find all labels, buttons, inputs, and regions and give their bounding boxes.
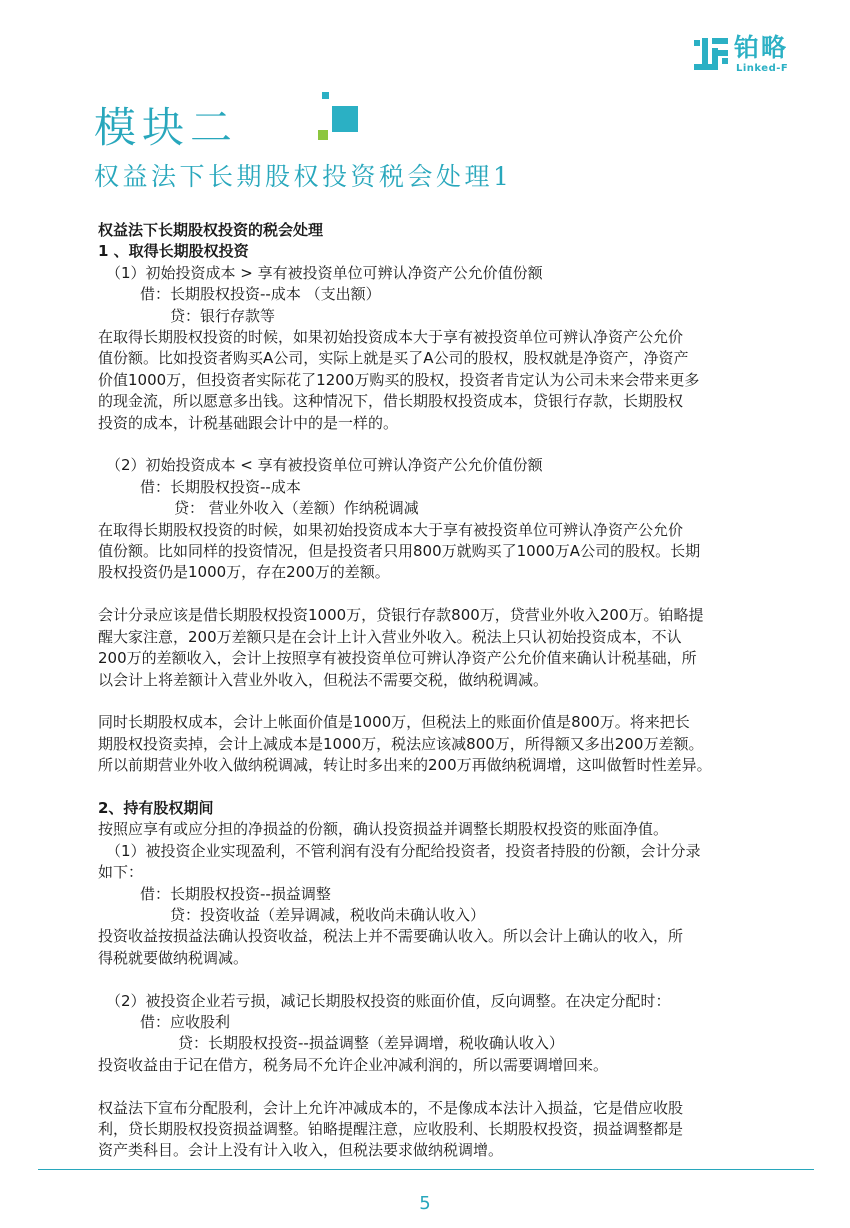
case-4-credit: 贷：长期股权投资--损益调整（差异调增，税收确认收入） <box>178 1034 564 1053</box>
section-2-intro: 按照应享有或应分担的净损益的份额，确认投资损益并调整长期股权投资的账面净值。 <box>98 820 669 839</box>
case-1-line-2: 值份额。比如投资者购买A公司，实际上就是买了A公司的股权，股权就是净资产，净资产 <box>98 349 689 368</box>
deco-square-green <box>318 130 328 140</box>
case-2-p3-line-2: 期股权投资卖掉，会计上减成本是1000万，税法应该减800万，所得额又多出200万差额。 <box>98 734 704 753</box>
case-3-debit: 借：长期股权投资--损益调整 <box>140 884 331 903</box>
case-1-line-1: 在取得长期股权投资的时候，如果初始投资成本大于享有被投资单位可辨认净资产公允价 <box>98 328 684 347</box>
case-4-p2-line-2: 利，贷长期股权投资损益调整。铂略提醒注意，应收股利、长期股权投资，损益调整都是 <box>98 1119 684 1138</box>
case-4-title: （2）被投资企业若亏损，减记长期股权投资的账面价值，反向调整。在决定分配时： <box>106 991 671 1010</box>
case-1-debit: 借：长期股权投资--成本 （支出额） <box>140 285 381 304</box>
case-2-p2-line-1: 会计分录应该是借长期股权投资1000万，贷银行存款800万，贷营业外收入200万。铂略提 <box>98 606 704 625</box>
company-logo <box>694 34 814 78</box>
deco-square-large <box>332 106 358 132</box>
logo-mark-icon <box>694 36 728 72</box>
document-body <box>98 220 804 1162</box>
case-3-line-1: 投资收益按损益法确认投资收益，税法上并不需要确认收入。所以会计上确认的收入，所 <box>98 927 684 946</box>
case-2-title: （2）初始投资成本 < 享有被投资单位可辨认净资产公允价值份额 <box>106 456 543 475</box>
case-1-line-5: 投资的成本，计税基础跟会计中的是一样的。 <box>98 413 399 432</box>
case-4-p2-line-3: 资产类科目。会计上没有计入收入，但税法要求做纳税调增。 <box>98 1141 504 1160</box>
case-4-debit: 借：应收股利 <box>140 1012 231 1031</box>
case-2-line-3: 股权投资仍是1000万，存在200万的差额。 <box>98 563 390 582</box>
module-title: 模块二 <box>94 103 239 152</box>
case-3-line-2: 得税就要做纳税调减。 <box>98 948 249 967</box>
case-2-line-2: 值份额。比如同样的投资情况，但是投资者只用800万就购买了1000万A公司的股权。长期 <box>98 542 701 561</box>
section-1-title: 1 、取得长期股权投资 <box>98 242 249 261</box>
case-2-p2-line-4: 以会计上将差额计入营业外收入，但税法不需要交税，做纳税调减。 <box>98 670 549 689</box>
case-3-title-line-2: 如下： <box>98 863 144 882</box>
case-2-p3-line-3: 所以前期营业外收入做纳税调减，转让时多出来的200万再做纳税调增，这叫做暂时性差异。 <box>98 756 712 775</box>
page-number: 5 <box>419 1193 431 1214</box>
case-1-title: （1）初始投资成本 > 享有被投资单位可辨认净资产公允价值份额 <box>106 263 543 282</box>
deco-square-small <box>322 92 329 99</box>
case-1-credit: 贷：银行存款等 <box>170 306 276 325</box>
case-3-credit: 贷：投资收益（差异调减，税收尚未确认收入） <box>170 905 486 924</box>
logo-text-cn: 铂略 <box>734 33 789 62</box>
case-2-p2-line-3: 200万的差额收入，会计上按照享有被投资单位可辨认净资产公允价值来确认计税基础，所 <box>98 649 697 668</box>
section-heading: 权益法下长期股权投资的税会处理 <box>98 221 324 239</box>
case-2-debit: 借：长期股权投资--成本 <box>140 477 301 496</box>
module-subtitle: 权益法下长期股权投资税会处理1 <box>94 162 513 191</box>
case-2-p3-line-1: 同时长期股权成本，会计上帐面价值是1000万，但税法上的账面价值是800万。将来把长 <box>98 713 690 732</box>
footer-divider <box>38 1169 814 1170</box>
case-2-p2-line-2: 醒大家注意，200万差额只是在会计上计入营业外收入。税法上只认初始投资成本，不认 <box>98 627 682 646</box>
case-4-line-1: 投资收益由于记在借方，税务局不允许企业冲减利润的，所以需要调增回来。 <box>98 1055 609 1074</box>
case-1-line-3: 价值1000万，但投资者实际花了1200万购买的股权，投资者肯定认为公司未来会带来更多 <box>98 370 700 389</box>
case-4-p2-line-1: 权益法下宣布分配股利，会计上允许冲减成本的，不是像成本法计入损益，它是借应收股 <box>98 1098 684 1117</box>
section-2-title: 2、持有股权期间 <box>98 798 214 817</box>
logo-text-en: Linked-F <box>736 63 789 74</box>
case-2-credit: 贷： 营业外收入（差额）作纳税调减 <box>174 499 419 518</box>
case-2-line-1: 在取得长期股权投资的时候，如果初始投资成本大于享有被投资单位可辨认净资产公允价 <box>98 520 684 539</box>
case-1-line-4: 的现金流，所以愿意多出钱。这种情况下，借长期股权投资成本，贷银行存款，长期股权 <box>98 392 684 411</box>
case-3-title-line-1: （1）被投资企业实现盈利，不管利润有没有分配给投资者，投资者持股的份额，会计分录 <box>106 841 701 860</box>
